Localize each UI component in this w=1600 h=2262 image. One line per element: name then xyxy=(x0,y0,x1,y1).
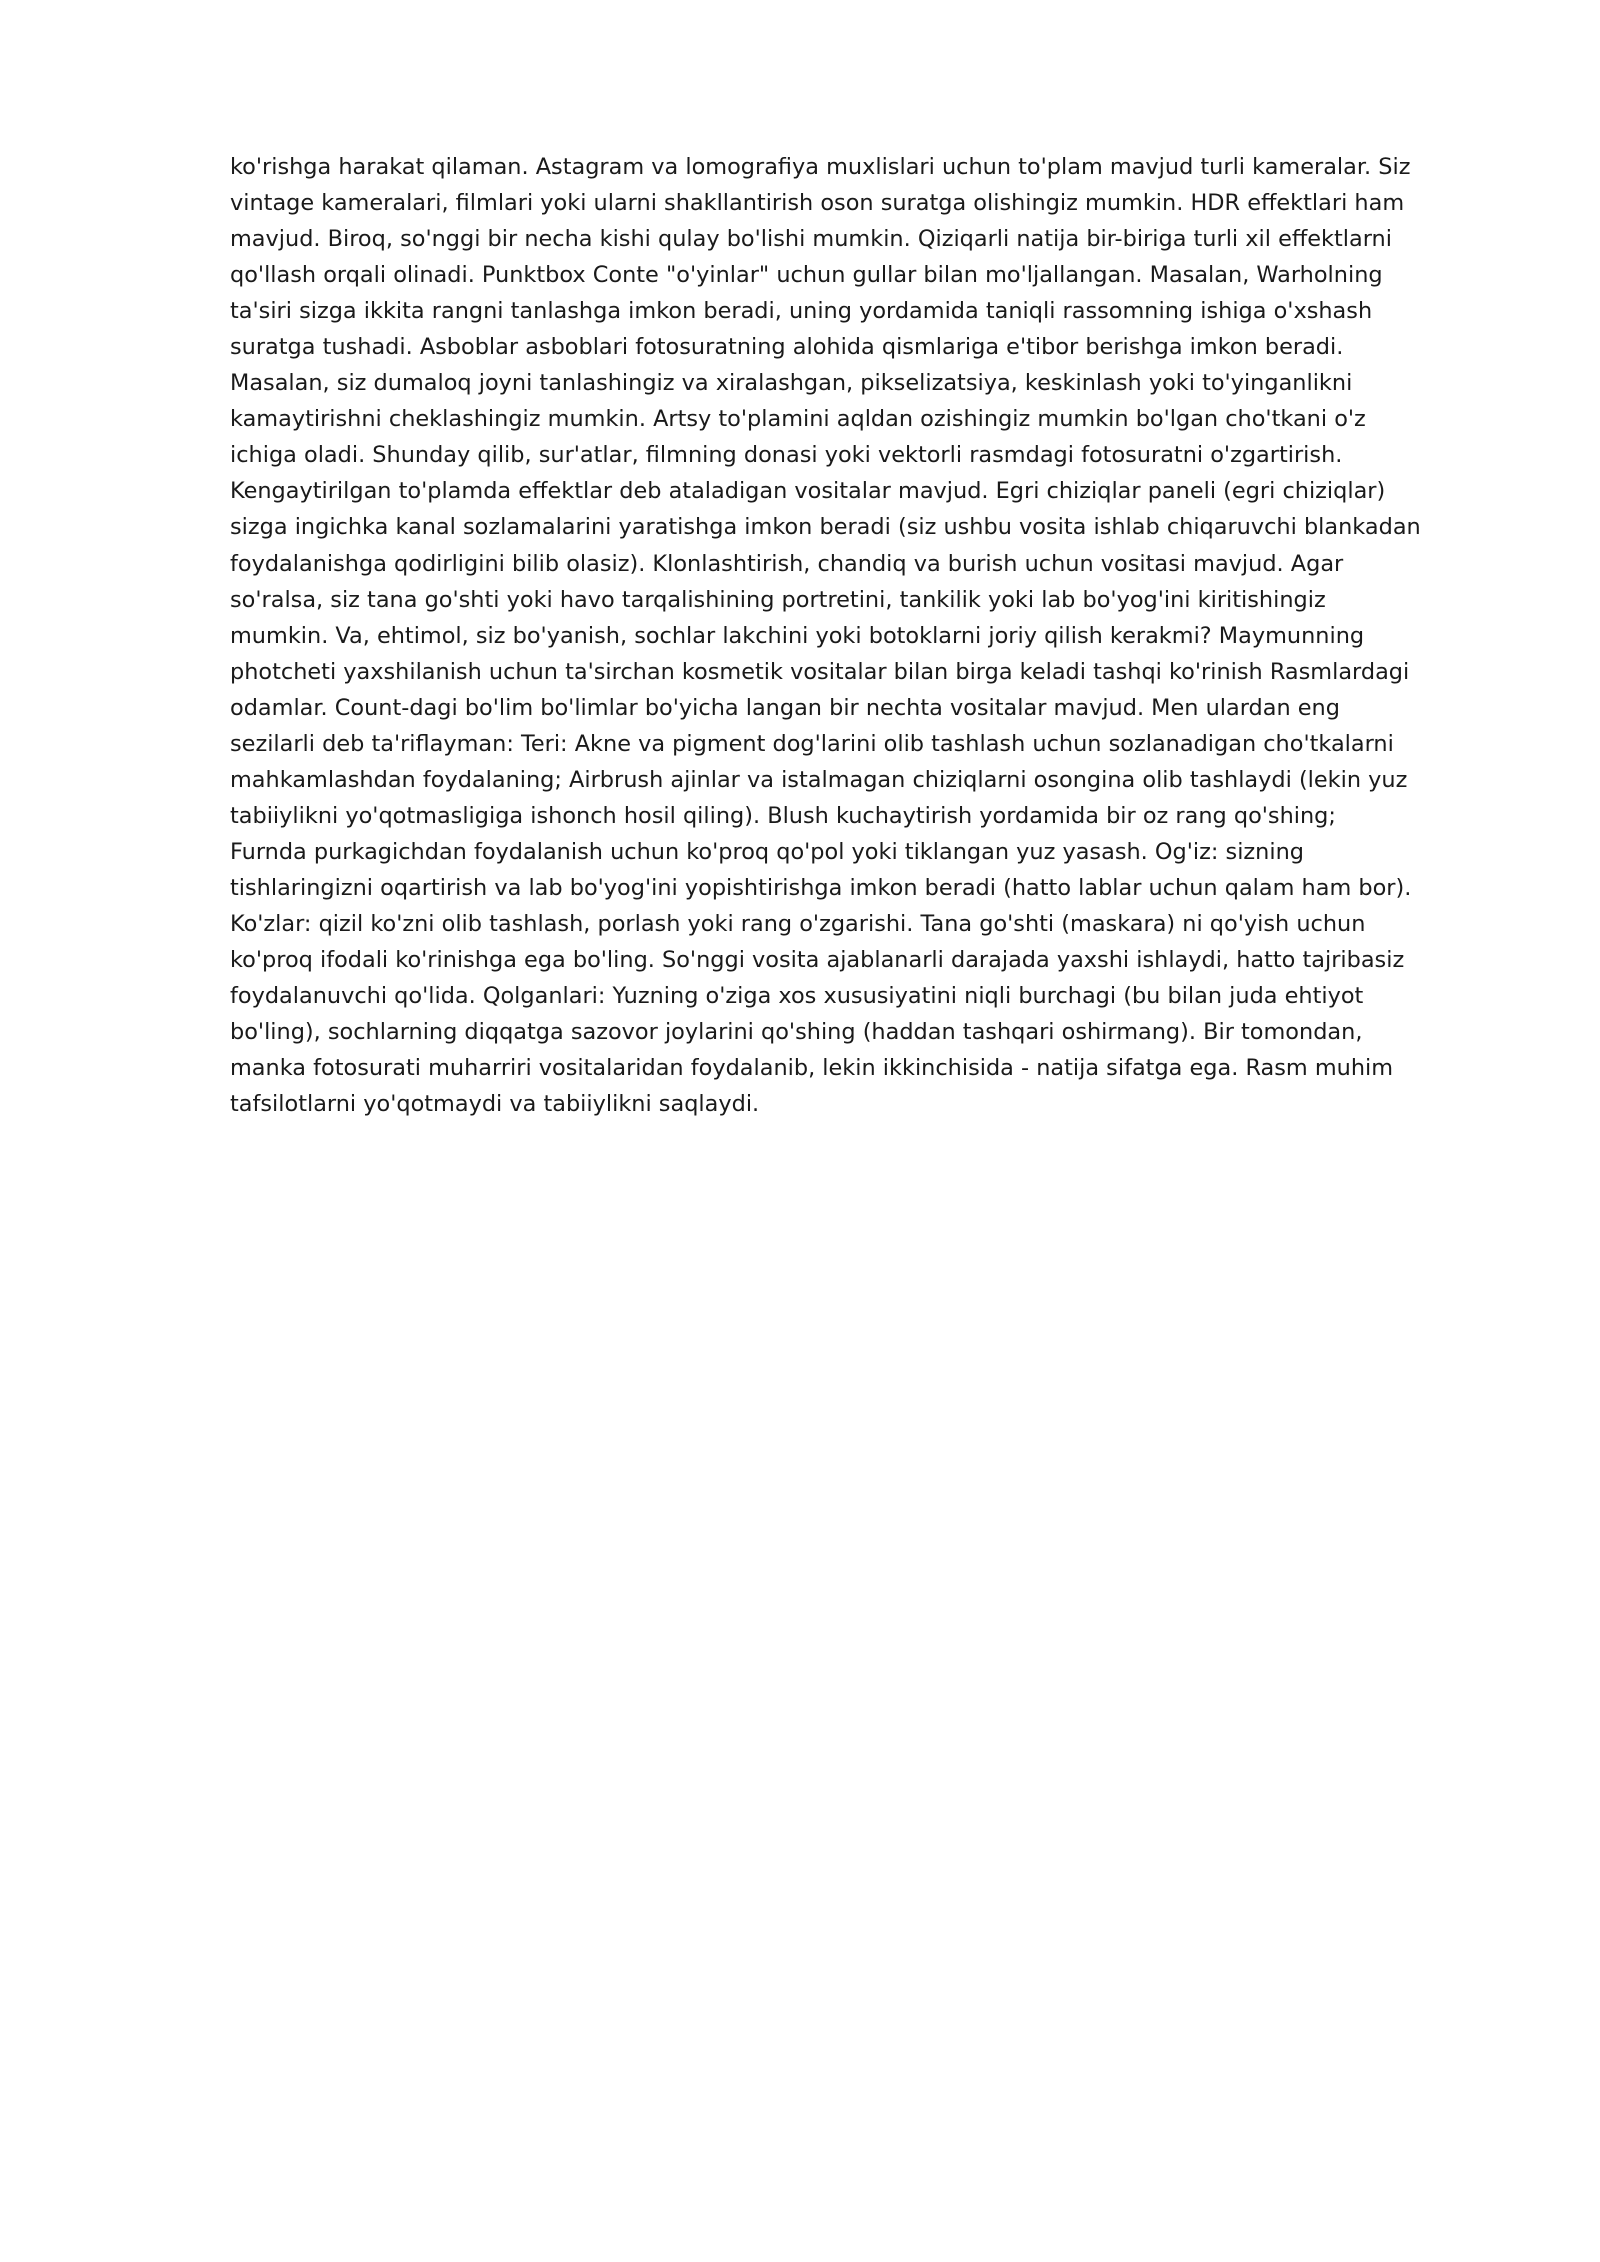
text-line: photcheti yaxshilanish uchun ta'sirchan kosmetik vositalar bilan birga keladi tashqi ko'rinish Rasmlardagi xyxy=(230,658,1410,685)
text-line: tafsilotlarni yo'qotmaydi va tabiiylikni saqlaydi. xyxy=(230,1091,760,1118)
text-line: mumkin. Va, ehtimol, siz bo'yanish, sochlar lakchini yoki botoklarni joriy qilish kerakmi? Maymunning xyxy=(230,622,1365,649)
text-line: sezilarli deb ta'riflayman: Teri: Akne va pigment dog'larini olib tashlash uchun sozlanadigan cho'tkalarni xyxy=(230,730,1394,757)
text-line: sizga ingichka kanal sozlamalarini yaratishga imkon beradi (siz ushbu vosita ishlab chiqaruvchi blankadan xyxy=(230,514,1421,541)
body-paragraph xyxy=(230,149,1560,1122)
text-line: odamlar. Count-dagi bo'lim bo'limlar bo'yicha langan bir nechta vositalar mavjud. Men ulardan eng xyxy=(230,694,1340,721)
text-line: so'ralsa, siz tana go'shti yoki havo tarqalishining portretini, tankilik yoki lab bo'yog'ini kiritishingiz xyxy=(230,586,1326,613)
text-line: ichiga oladi. Shunday qilib, sur'atlar, filmning donasi yoki vektorli rasmdagi fotosuratni o'zgartirish. xyxy=(230,442,1343,469)
text-line: ko'rishga harakat qilaman. Astagram va lomografiya muxlislari uchun to'plam mavjud turli kameralar. Siz xyxy=(230,154,1411,180)
text-line: kamaytirishni cheklashingiz mumkin. Artsy to'plamini aqldan ozishingiz mumkin bo'lgan cho'tkani o'z xyxy=(230,406,1366,433)
text-line: qo'llash orqali olinadi. Punktbox Conte "o'yinlar" uchun gullar bilan mo'ljallangan. Masalan, Warholning xyxy=(230,262,1383,289)
text-line: Kengaytirilgan to'plamda effektlar deb ataladigan vositalar mavjud. Egri chiziqlar paneli (egri chiziqlar) xyxy=(230,478,1386,505)
text-line: ko'proq ifodali ko'rinishga ega bo'ling. So'nggi vosita ajablanarli darajada yaxshi ishlaydi, hatto tajribasiz xyxy=(230,947,1405,974)
text-line: bo'ling), sochlarning diqqatga sazovor joylarini qo'shing (haddan tashqari oshirmang). Bir tomondan, xyxy=(230,1019,1363,1046)
text-line: Masalan, siz dumaloq joyni tanlashingiz va xiralashgan, pikselizatsiya, keskinlash yoki to'yinganlikni xyxy=(230,370,1353,397)
text-line: vintage kameralari, filmlari yoki ularni shakllantirish oson suratga olishingiz mumkin. HDR effektlari ham xyxy=(230,190,1405,217)
text-line: Ko'zlar: qizil ko'zni olib tashlash, porlash yoki rang o'zgarishi. Tana go'shti (maskara) ni qo'yish uchun xyxy=(230,910,1366,937)
text-line: manka fotosurati muharriri vositalaridan foydalanib, lekin ikkinchisida - natija sifatga ega. Rasm muhim xyxy=(230,1055,1394,1082)
text-line: tabiiylikni yo'qotmasligiga ishonch hosil qiling). Blush kuchaytirish yordamida bir oz rang qo'shing; xyxy=(230,802,1336,829)
text-line: ta'siri sizga ikkita rangni tanlashga imkon beradi, uning yordamida taniqli rassomning ishiga o'xshash xyxy=(230,298,1373,325)
text-line: Furnda purkagichdan foydalanish uchun ko'proq qo'pol yoki tiklangan yuz yasash. Og'iz: sizning xyxy=(230,838,1304,865)
text-line: foydalanishga qodirligini bilib olasiz). Klonlashtirish, chandiq va burish uchun vositasi mavjud. Agar xyxy=(230,550,1344,577)
text-line: suratga tushadi. Asboblar asboblari fotosuratning alohida qismlariga e'tibor berishga imkon beradi. xyxy=(230,334,1344,361)
text-line: mahkamlashdan foydalaning; Airbrush ajinlar va istalmagan chiziqlarni osongina olib tashlaydi (lekin yuz xyxy=(230,766,1408,793)
text-line: tishlaringizni oqartirish va lab bo'yog'ini yopishtirishga imkon beradi (hatto lablar uchun qalam ham bor). xyxy=(230,874,1412,901)
text-line: mavjud. Biroq, so'nggi bir necha kishi qulay bo'lishi mumkin. Qiziqarli natija bir-biriga turli xil effektlarni xyxy=(230,226,1392,253)
text-line: foydalanuvchi qo'lida. Qolganlari: Yuzning o'ziga xos xususiyatini niqli burchagi (bu bilan juda ehtiyot xyxy=(230,983,1364,1010)
